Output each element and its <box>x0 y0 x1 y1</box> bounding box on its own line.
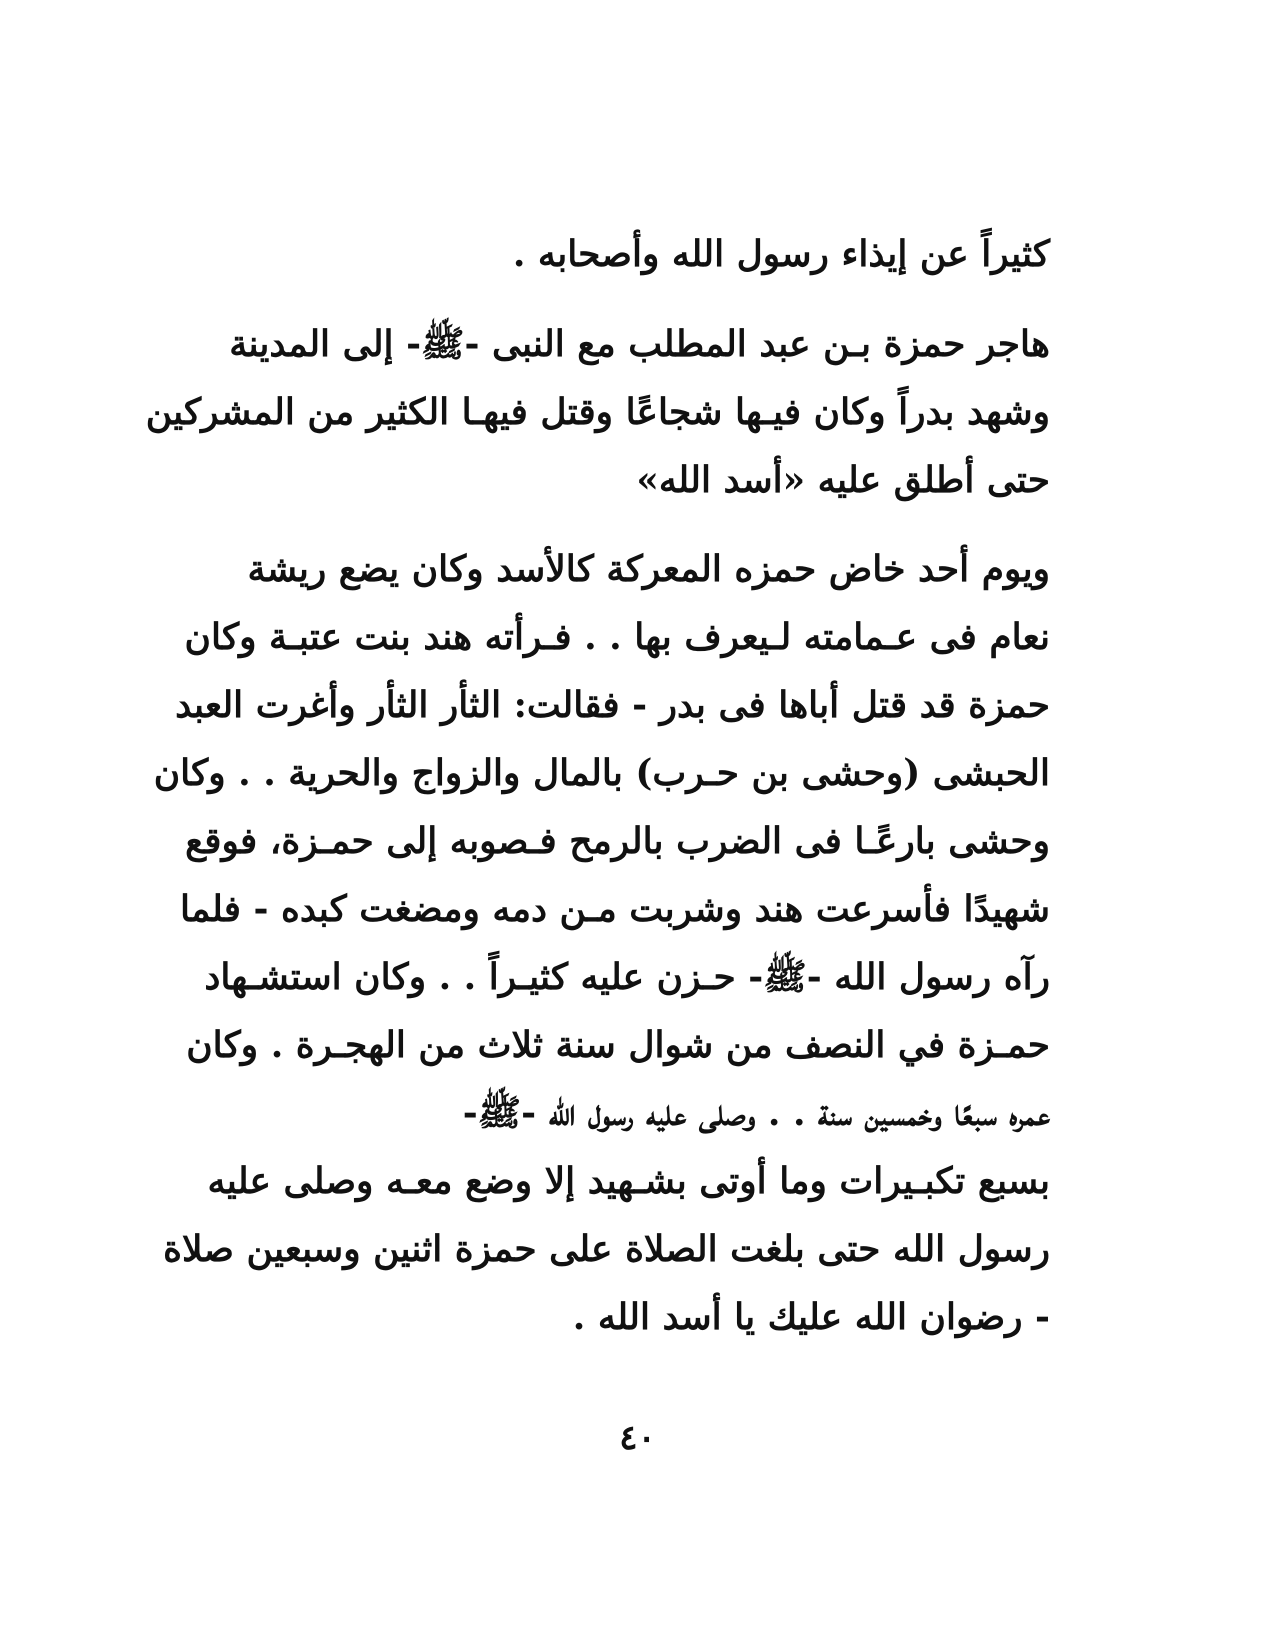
text-line: حتى أطلق عليه «أسد الله» <box>636 459 1050 501</box>
page-number: ٤٠ <box>619 1418 656 1458</box>
paragraph-intro <box>200 220 1050 288</box>
text-line: هاجر حمزة بـن عبد المطلب مع النبى -ﷺ- إلى المدينة <box>229 323 1050 365</box>
text-line: شهيدًا فأسرعت هند وشربت مـن دمه ومضغت كبده - فلما <box>180 888 1050 930</box>
text-line: حمزة قد قتل أباها فى بدر - فقالت: الثأر الثأر وأغرت العبد <box>175 684 1050 726</box>
text-line: ويوم أحد خاض حمزه المعركة كالأسد وكان يضع ريشة <box>247 548 1050 590</box>
text-line: الحبشى (وحشى بن حـرب) بالمال والزواج والحرية . . وكان <box>153 752 1050 794</box>
text-line: عمره سبعًا وخمسين سنة . . وصلى عليه رسول الله -ﷺ- <box>462 1092 1050 1134</box>
text-line: وحشى بارعًـا فى الضرب بالرمح فـصوبه إلى حمـزة، فوقع <box>185 820 1050 862</box>
text-line: بسبع تكبـيرات وما أوتى بشـهيد إلا وضع معـه وصلى عليه <box>207 1160 1050 1202</box>
text-line: رآه رسول الله -ﷺ- حـزن عليه كثيـراً . . وكان استشـهاد <box>204 956 1050 998</box>
paragraph-hijra <box>145 310 1050 514</box>
paragraph-uhud <box>153 535 1050 1351</box>
text-line: حمـزة في النصف من شوال سنة ثلاث من الهجـرة . وكان <box>186 1024 1050 1066</box>
text-line: وشهد بدراً وكان فيـها شجاعًا وقتل فيهـا الكثير من المشركين <box>145 391 1050 433</box>
text-line: رسول الله حتى بلغت الصلاة على حمزة اثنين وسبعين صلاة <box>163 1228 1050 1270</box>
text-line: - رضوان الله عليك يا أسد الله . <box>572 1296 1050 1338</box>
text-line: نعام فى عـمامته لـيعرف بها . . فـرأته هند بنت عتبـة وكان <box>184 616 1050 658</box>
text-line: كثيراً عن إيذاء رسول الله وأصحابه . <box>512 233 1050 275</box>
